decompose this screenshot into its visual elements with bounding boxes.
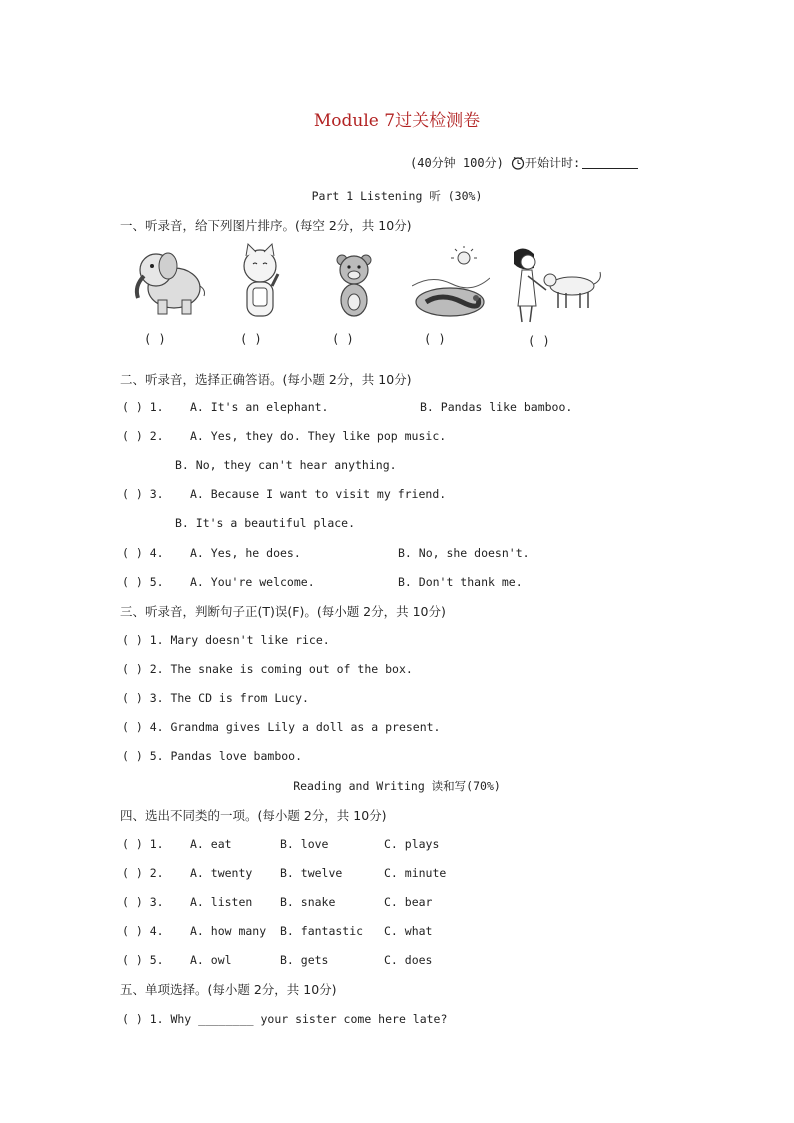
part1-heading: Part 1 Listening 听 (30%) — [311, 189, 483, 203]
option-a: A. eat — [190, 837, 232, 851]
option-b: B. love — [280, 837, 329, 851]
question-number: ( ) 4. — [122, 924, 164, 938]
section1-heading: 一、听录音，给下列图片排序。(每空 2分，共 10分) — [120, 218, 412, 233]
question-number: ( ) 3. — [122, 895, 164, 909]
option-c: C. bear — [384, 895, 433, 909]
option-c: C. what — [384, 924, 433, 938]
option-a: A. Yes, he does. — [190, 546, 301, 560]
picture-answer-bracket[interactable]: ( ) — [332, 332, 354, 346]
question-number: ( ) 2. — [122, 866, 164, 880]
option-b: B. No, they can't hear anything. — [175, 458, 397, 472]
question-number: ( ) 1. — [122, 837, 164, 851]
snake-picture — [412, 246, 490, 324]
picture-answer-bracket[interactable]: ( ) — [240, 332, 262, 346]
picture-answer-bracket[interactable]: ( ) — [528, 334, 550, 348]
option-a: A. listen — [190, 895, 253, 909]
option-b: B. fantastic — [280, 924, 364, 938]
start-time-blank[interactable] — [582, 156, 638, 169]
option-a: A. owl — [190, 953, 232, 967]
option-a: A. how many — [190, 924, 267, 938]
option-b: B. Pandas like bamboo. — [420, 400, 573, 414]
section3-heading: 三、听录音，判断句子正(T)误(F)。(每小题 2分，共 10分) — [120, 604, 446, 619]
option-a: A. twenty — [190, 866, 253, 880]
option-a: A. Yes, they do. They like pop music. — [190, 429, 447, 443]
option-a: A. Because I want to visit my friend. — [190, 487, 447, 501]
elephant-picture — [130, 236, 208, 322]
girl-with-dog-picture — [508, 246, 604, 324]
question-number: ( ) 4. — [122, 546, 164, 560]
question-number: ( ) 1. — [122, 400, 164, 414]
option-b: B. gets — [280, 953, 329, 967]
page-title: Module 7过关检测卷 — [313, 111, 481, 131]
question-number: ( ) 5. — [122, 575, 164, 589]
option-b: B. It's a beautiful place. — [175, 516, 356, 530]
true-false-item: ( ) 3. The CD is from Lucy. — [122, 691, 309, 705]
question-number: ( ) 5. — [122, 953, 164, 967]
true-false-item: ( ) 2. The snake is coming out of the box. — [122, 662, 413, 676]
question-number: ( ) 2. — [122, 429, 164, 443]
lucky-cat-picture — [236, 236, 284, 326]
picture-answer-bracket[interactable]: ( ) — [424, 332, 446, 346]
bear-picture — [334, 236, 374, 324]
part2-heading: Reading and Writing 读和写(70%) — [293, 779, 501, 793]
option-c: C. does — [384, 953, 433, 967]
section2-heading: 二、听录音，选择正确答语。(每小题 2分，共 10分) — [120, 372, 412, 387]
exam-meta — [410, 154, 638, 171]
option-b: B. twelve — [280, 866, 343, 880]
multiple-choice-item: ( ) 1. Why ________ your sister come here late? — [122, 1012, 448, 1026]
option-b: B. No, she doesn't. — [398, 546, 530, 560]
picture-answer-bracket[interactable]: ( ) — [144, 332, 166, 346]
option-a: A. You're welcome. — [190, 575, 315, 589]
section5-heading: 五、单项选择。(每小题 2分，共 10分) — [120, 982, 337, 997]
time-and-score: (40分钟 100分) — [410, 156, 504, 170]
section4-heading: 四、选出不同类的一项。(每小题 2分，共 10分) — [120, 808, 387, 823]
option-a: A. It's an elephant. — [190, 400, 329, 414]
true-false-item: ( ) 5. Pandas love bamboo. — [122, 749, 303, 763]
question-number: ( ) 3. — [122, 487, 164, 501]
clock-icon — [511, 156, 525, 170]
start-timer-label: 开始计时: — [525, 156, 581, 170]
true-false-item: ( ) 1. Mary doesn't like rice. — [122, 633, 330, 647]
option-c: C. minute — [384, 866, 447, 880]
true-false-item: ( ) 4. Grandma gives Lily a doll as a present. — [122, 720, 441, 734]
option-b: B. Don't thank me. — [398, 575, 523, 589]
option-c: C. plays — [384, 837, 440, 851]
option-b: B. snake — [280, 895, 336, 909]
